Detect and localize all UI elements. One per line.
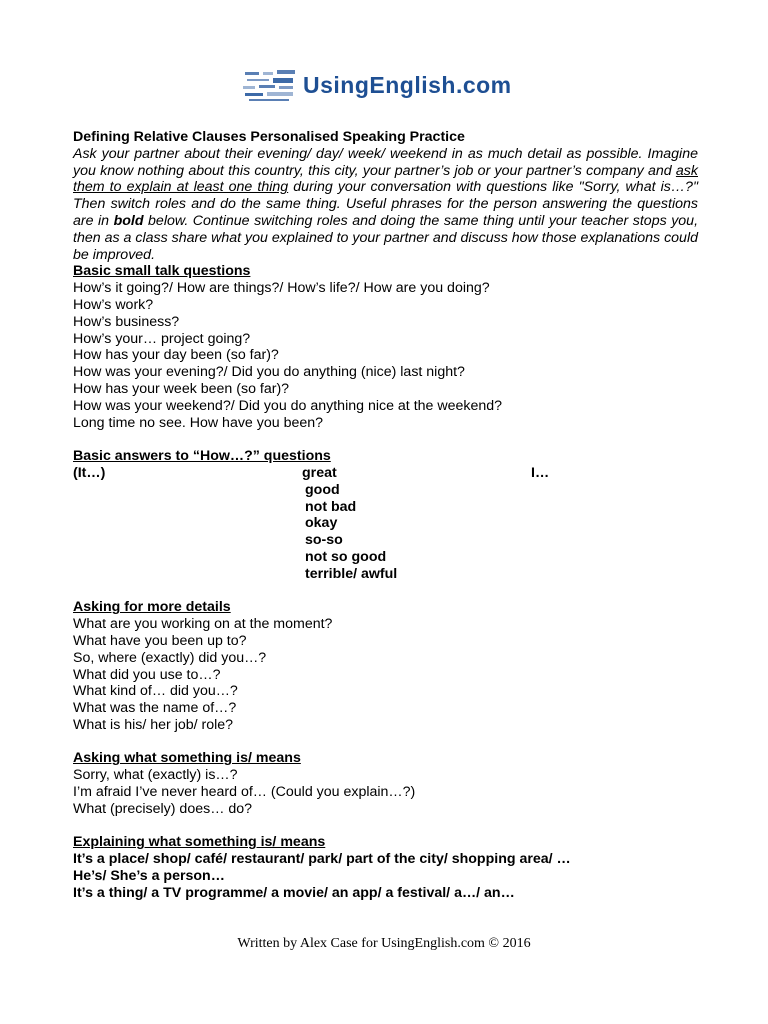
site-logo	[243, 68, 533, 106]
list-item: What kind of… did you…?	[73, 683, 238, 700]
list-item: He’s/ She’s a person…	[73, 868, 225, 885]
instructions-part1: Ask your partner about their evening/ day/ week/ weekend in as much detail as possible. Imagine you know nothing about this country, this city, your partner’s job or your partner’s company and	[73, 145, 698, 179]
logo-icon	[243, 68, 299, 106]
section-heading-details: Asking for more details	[73, 599, 231, 616]
list-item: How has your week been (so far)?	[73, 380, 290, 397]
answer-item: not bad	[305, 498, 357, 515]
worksheet-title: Defining Relative Clauses Personalised Speaking Practice	[73, 129, 465, 145]
list-item: I’m afraid I’ve never heard of… (Could you explain…?)	[73, 784, 416, 801]
instructions-paragraph	[73, 146, 698, 264]
section-heading-asking: Asking what something is/ means	[73, 750, 301, 767]
list-item: How has your day been (so far)?	[73, 347, 279, 364]
logo-text: UsingEnglish.com	[303, 72, 512, 98]
answers-first-item: great	[302, 464, 337, 481]
list-item: How was your evening?/ Did you do anything (nice) last night?	[73, 364, 465, 381]
instructions-underlined: ask them to explain at least one thing	[73, 162, 698, 196]
list-item: It’s a place/ shop/ café/ restaurant/ park/ part of the city/ shopping area/ …	[73, 851, 571, 868]
instructions-part3: below. Continue switching roles and doing the same thing until your teacher stops you, then as a class share what you explained to your partner and discuss how those explanations could be improved.	[73, 212, 699, 263]
answers-right-label: I…	[531, 464, 550, 481]
list-item: What did you use to…?	[73, 666, 221, 683]
list-item: How’s it going?/ How are things?/ How’s life?/ How are you doing?	[73, 280, 490, 297]
list-item: Long time no see. How have you been?	[73, 414, 324, 431]
small-talk-list	[73, 280, 698, 431]
instructions-part2: during your conversation with questions like "Sorry, what is…?" Then switch roles and do the same thing. Useful phrases for the person answering the questions are in	[73, 179, 698, 229]
section-heading-answers: Basic answers to “How…?” questions	[73, 448, 331, 465]
answer-item: terrible/ awful	[305, 565, 398, 582]
list-item: So, where (exactly) did you…?	[73, 649, 267, 666]
list-item: How’s business?	[73, 313, 180, 330]
answer-item: not so good	[305, 548, 387, 565]
answer-item: so-so	[305, 532, 343, 549]
list-item: Sorry, what (exactly) is…?	[73, 767, 238, 784]
list-item: What (precisely) does… do?	[73, 800, 252, 817]
answers-left-label: (It…)	[73, 464, 106, 481]
answers-first-row	[73, 465, 698, 482]
worksheet-content	[73, 129, 698, 902]
list-item: How’s work?	[73, 296, 154, 313]
section-heading-small-talk: Basic small talk questions	[73, 263, 251, 280]
instructions-bold-word: bold	[113, 212, 144, 229]
list-item: How’s your… project going?	[73, 330, 251, 347]
list-item: What are you working on at the moment?	[73, 616, 333, 633]
list-item: What was the name of…?	[73, 700, 237, 717]
section-heading-explaining: Explaining what something is/ means	[73, 834, 326, 851]
list-item: What is his/ her job/ role?	[73, 716, 234, 733]
answer-item: good	[305, 481, 340, 498]
page-footer: Written by Alex Case for UsingEnglish.com © 2016	[237, 936, 531, 951]
answer-item: okay	[305, 515, 338, 532]
list-item: What have you been up to?	[73, 632, 247, 649]
list-item: How was your weekend?/ Did you do anything nice at the weekend?	[73, 397, 503, 414]
list-item: It’s a thing/ a TV programme/ a movie/ an app/ a festival/ a…/ an…	[73, 884, 515, 901]
